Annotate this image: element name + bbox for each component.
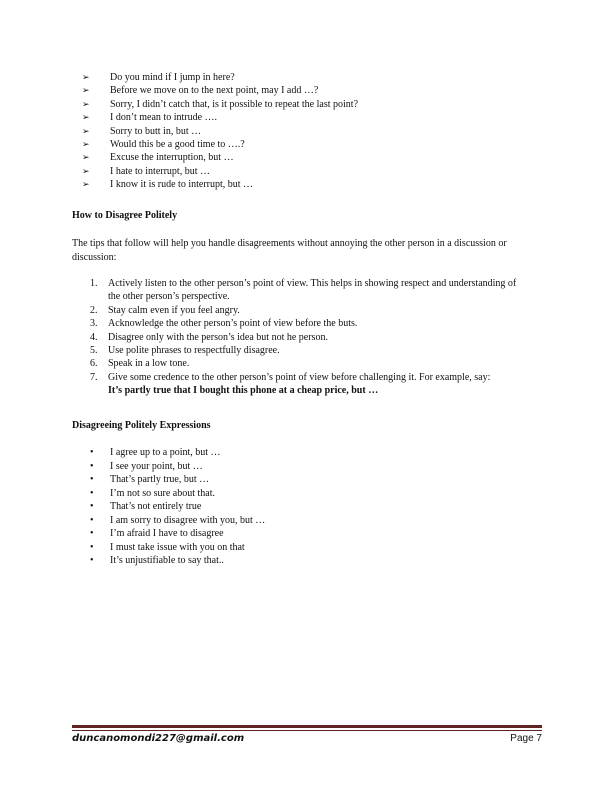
list-item-text: Speak in a low tone. [108,358,190,370]
list-item [90,371,530,398]
list-item-text: I must take issue with you on that [110,541,245,553]
list-item [90,317,530,330]
arrow-bullet-icon: ➢ [82,165,90,176]
list-item [82,138,358,151]
list-number: 4. [90,331,98,343]
intro-paragraph: The tips that follow will help you handle disagreements without annoying the other person in a discussion or discussion: [72,238,507,263]
list-item-text: I hate to interrupt, but … [110,165,210,177]
list-item [82,71,358,84]
arrow-bullet-icon: ➢ [82,179,90,190]
footer-divider-thin [72,730,542,731]
list-item-text: I am sorry to disagree with you, but … [110,514,266,526]
list-number: 3. [90,318,98,330]
list-item-text: I’m not so sure about that. [110,487,215,499]
section-heading: Disagreeing Politely Expressions [72,420,211,431]
bullet-icon: • [90,541,94,553]
list-number: 5. [90,345,98,357]
bullet-icon: • [90,501,94,512]
arrow-bullet-icon: ➢ [82,125,90,136]
section-heading: How to Disagree Politely [72,210,178,221]
list-item [90,344,530,357]
list-item-text: I see your point, but … [110,460,203,472]
list-item [90,277,530,304]
bullet-icon: • [90,487,94,499]
disagree-expressions-list [90,446,265,568]
bullet-icon: • [90,447,94,458]
list-item [82,165,358,178]
list-item-text: Sorry to butt in, but … [110,125,202,137]
example-sentence: It’s partly true that I bought this phone at a cheap price, but … [108,385,379,397]
arrow-bullet-icon: ➢ [82,85,90,96]
list-item-text: I know it is rude to interrupt, but … [110,179,254,191]
list-item [90,541,265,555]
list-item-text: I agree up to a point, but … [110,447,221,458]
list-item-text: Stay calm even if you feel angry. [108,304,240,316]
arrow-bullet-icon: ➢ [82,112,90,123]
list-number: 2. [90,304,98,316]
list-item-text: I’m afraid I have to disagree [110,528,224,539]
list-number: 7. [90,371,98,383]
list-item-text: Use polite phrases to respectfully disagree. [108,345,280,357]
arrow-bullet-icon: ➢ [82,138,90,149]
arrow-bullet-icon: ➢ [82,72,90,82]
list-item-text: Actively listen to the other person’s point of view. This helps in showing respect and understanding of the other person’s perspective. [108,278,517,303]
arrow-bullet-icon: ➢ [82,152,90,163]
arrow-bullet-icon: ➢ [82,98,90,109]
page-number: Page 7 [510,733,542,744]
list-item [90,514,265,528]
list-item-text: That’s partly true, but … [110,474,210,485]
bullet-icon: • [90,474,94,485]
list-item-text: Do you mind if I jump in here? [110,72,235,83]
footer-email: duncanomondi227@gmail.com [72,733,245,744]
list-item [90,304,530,317]
footer-divider-thick [72,725,542,728]
list-item [82,151,358,164]
list-item-text: It’s unjustifiable to say that.. [110,555,224,566]
list-item-text: Give some credence to the other person’s point of view before challenging it. For example, say: [108,371,491,383]
list-item-text: I don’t mean to intrude …. [110,112,218,124]
list-item-text: Sorry, I didn’t catch that, is it possible to repeat the last point? [110,98,359,110]
list-item [90,446,265,460]
list-item-text: Would this be a good time to ….? [110,138,245,150]
list-item [82,178,358,191]
list-item-text: Disagree only with the person’s idea but not he person. [108,331,328,343]
list-number: 1. [90,278,98,289]
list-item [82,98,358,111]
list-item [90,527,265,541]
list-item [90,487,265,501]
list-item-text: Before we move on to the next point, may I add …? [110,85,319,97]
list-item [90,357,530,370]
interrupt-phrase-list [82,71,358,192]
tips-list [90,277,530,398]
list-item [82,84,358,97]
list-item [90,500,265,514]
bullet-icon: • [90,528,94,539]
bullet-icon: • [90,555,94,566]
list-item [82,111,358,124]
list-number: 6. [90,358,98,370]
list-item-text: Excuse the interruption, but … [110,152,234,164]
list-item-text: That’s not entirely true [110,501,202,512]
list-item [90,554,265,568]
list-item [90,331,530,344]
bullet-icon: • [90,460,94,472]
list-item [90,473,265,487]
list-item [90,460,265,474]
bullet-icon: • [90,514,94,526]
list-item [82,125,358,138]
list-item-text: Acknowledge the other person’s point of view before the buts. [108,318,358,330]
